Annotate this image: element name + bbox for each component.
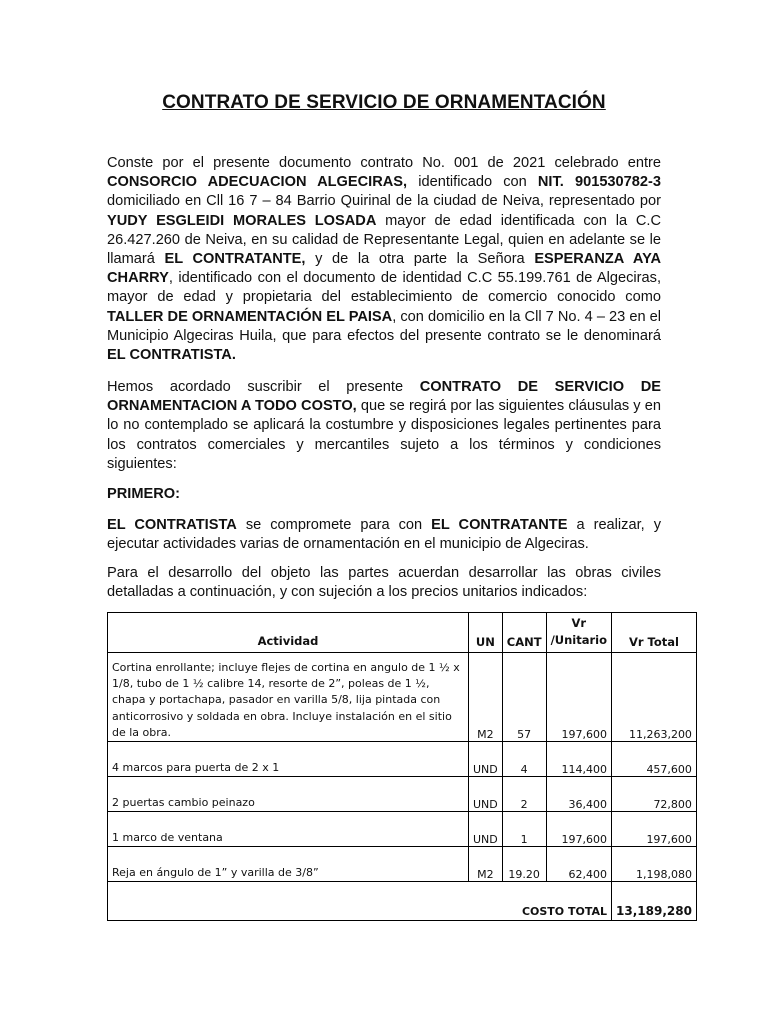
activities-table [107, 612, 697, 921]
row-un: M2 [469, 653, 503, 742]
table-row [108, 742, 697, 777]
table-row [108, 777, 697, 812]
row-vr-total: 11,263,200 [612, 653, 697, 742]
workshop-name: TALLER DE ORNAMENTACIÓN EL PAISA [107, 308, 393, 325]
total-label: COSTO TOTAL [108, 882, 612, 921]
company-nit: NIT. 901530782-3 [537, 174, 661, 191]
table-row [108, 847, 697, 882]
total-value: 13,189,280 [612, 882, 697, 921]
row-vr-total: 457,600 [612, 742, 697, 777]
row-vr-total: 72,800 [612, 777, 697, 812]
row-cant: 57 [502, 653, 546, 742]
row-vr-unitario: 36,400 [546, 777, 611, 812]
row-activity: 4 marcos para puerta de 2 x 1 [108, 742, 469, 777]
row-activity: 2 puertas cambio peinazo [108, 777, 469, 812]
row-un: UND [469, 742, 503, 777]
row-vr-total: 1,198,080 [612, 847, 697, 882]
header-vr-total: Vr Total [612, 613, 697, 653]
row-un: UND [469, 777, 503, 812]
row-cant: 4 [502, 742, 546, 777]
agreement-paragraph: Hemos acordado suscribir el presente CONTRATO DE SERVICIO DE ORNAMENTACION A TODO COSTO, que se regirá por las siguientes cláusulas y en lo no contemplado se aplicará la costumbre y disposiciones legales pertinentes para los contratos comerciales y mercantiles sujeto a los términos y condiciones siguientes: [107, 379, 661, 472]
row-activity: Reja en ángulo de 1” y varilla de 3/8” [108, 847, 469, 882]
first-clause-paragraph: EL CONTRATISTA se compromete para con EL CONTRATANTE a realizar, y ejecutar actividades varias de ornamentación en el municipio de Algeciras. [107, 517, 661, 553]
row-activity: Cortina enrollante; incluye flejes de cortina en angulo de 1 ½ x 1/8, tubo de 1 ½ calibre 14, resorte de 2”, poleas de 1 ½, chapa y portachapa, pasador en varilla 5/8, lija pintada con anticorrosivo y soldada en obra. Incluye instalación en el sitio de la obra. [108, 653, 469, 742]
contract-type-label: CONTRATO DE SERVICIO DE ORNAMENTACION A TODO COSTO, [107, 379, 661, 415]
development-paragraph: Para el desarrollo del objeto las partes acuerdan desarrollar las obras civiles detalladas a continuación, y con sujeción a los precios unitarios indicados: [107, 565, 661, 601]
row-vr-unitario: 197,600 [546, 653, 611, 742]
header-un: UN [469, 613, 503, 653]
header-cant: CANT [502, 613, 546, 653]
table-row [108, 812, 697, 847]
row-un: UND [469, 812, 503, 847]
row-cant: 1 [502, 812, 546, 847]
legal-representative-name: YUDY ESGLEIDI MORALES LOSADA [107, 212, 377, 229]
contractor-company-name: CONSORCIO ADECUACION ALGECIRAS, [107, 174, 408, 191]
row-un: M2 [469, 847, 503, 882]
row-vr-unitario: 62,400 [546, 847, 611, 882]
row-activity: 1 marco de ventana [108, 812, 469, 847]
contractor-person-name: ESPERANZA AYA CHARRY [107, 251, 662, 287]
contratante-label: EL CONTRATANTE, [164, 251, 306, 268]
header-activity: Actividad [108, 613, 469, 653]
header-vr-unitario: Vr /Unitario [546, 613, 611, 653]
row-vr-total: 197,600 [612, 812, 697, 847]
table-row [108, 653, 697, 742]
row-vr-unitario: 114,400 [546, 742, 611, 777]
table-header-row [108, 613, 697, 653]
document-title: CONTRATO DE SERVICIO DE ORNAMENTACIÓN [162, 92, 606, 113]
table-total-row [108, 882, 697, 921]
clause-heading-first: PRIMERO: [107, 486, 180, 502]
contratista-label: EL CONTRATISTA. [107, 347, 236, 364]
row-vr-unitario: 197,600 [546, 812, 611, 847]
row-cant: 2 [502, 777, 546, 812]
intro-paragraph: Conste por el presente documento contrato No. 001 de 2021 celebrado entre CONSORCIO ADECUACION ALGECIRAS, identificado con NIT. 901530782-3 domiciliado en Cll 16 7 – 84 Barrio Quirinal de la ciudad de Neiva, representado por YUDY ESGLEIDI MORALES LOSADA mayor de edad identificada con la C.C 26.427.260 de Neiva, en su calidad de Representante Legal, quien en adelante se le llamará EL CONTRATANTE, y de la otra parte la Señora ESPERANZA AYA CHARRY, identificado con el documento de identidad C.C 55.199.761 de Algeciras, mayor de edad y propietaria del establecimiento de comercio conocido como TALLER DE ORNAMENTACIÓN EL PAISA, con domicilio en la Cll 7 No. 4 – 23 en el Municipio Algeciras Huila, que para efectos del presente contrato se le denominará EL CONTRATISTA. [107, 155, 662, 364]
row-cant: 19.20 [502, 847, 546, 882]
